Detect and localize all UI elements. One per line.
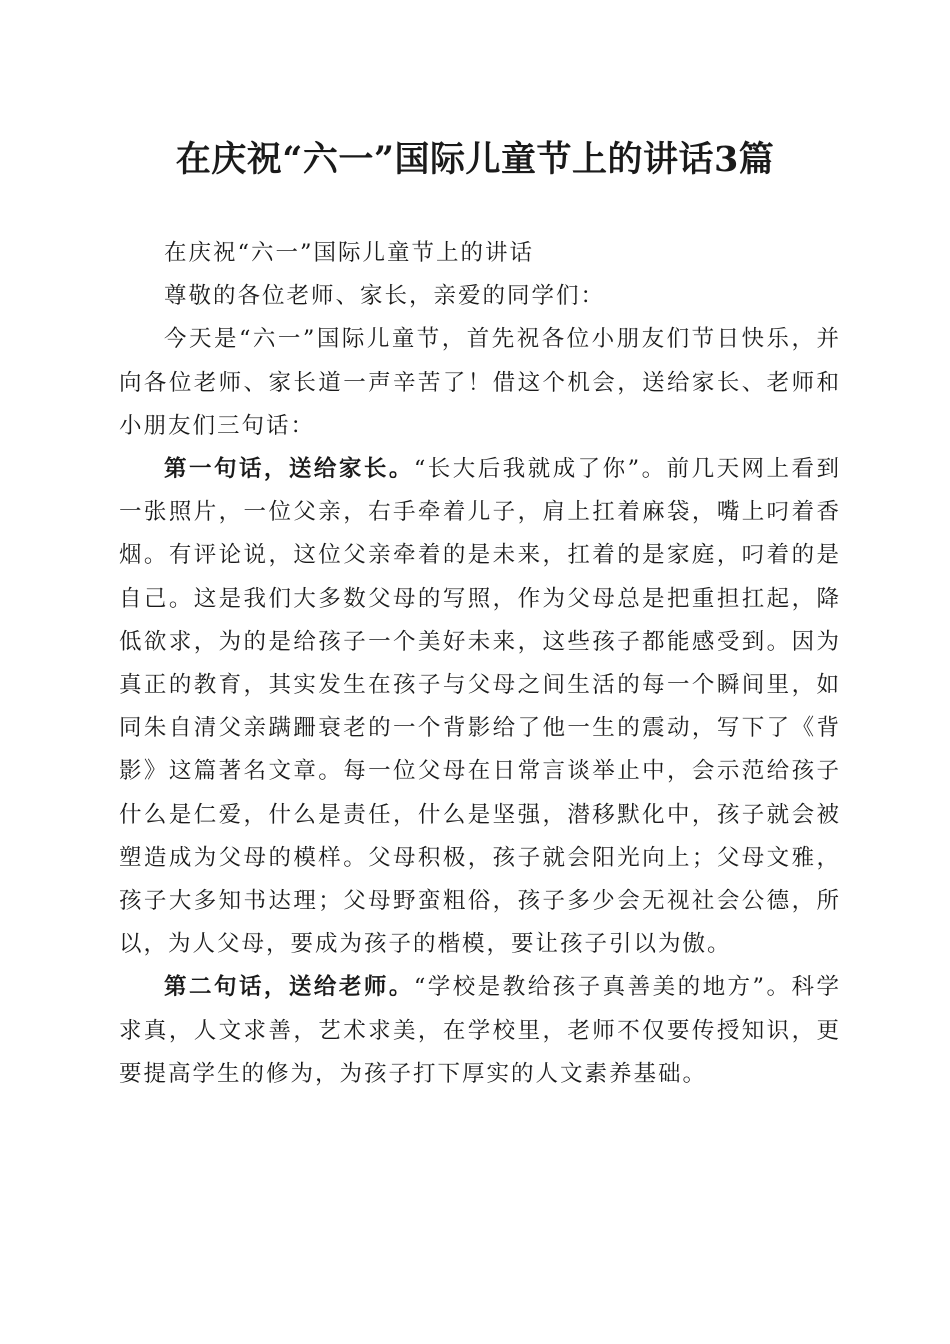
document-body (119, 232, 841, 1096)
section-1-paragraph (119, 448, 841, 966)
speech-subtitle: 在庆祝“六一”国际儿童节上的讲话 (164, 240, 535, 266)
section-2-paragraph (119, 966, 841, 1096)
document-title: 在庆祝“六一”国际儿童节上的讲话3篇 (175, 139, 775, 180)
intro-paragraph: 今天是“六一”国际儿童节，首先祝各位小朋友们节日快乐，并向各位老师、家长道一声辛苦了！借这个机会，送给家长、老师和小朋友们三句话： (119, 326, 841, 439)
section-2-text: “学校是教给孩子真善美的地方”。科学求真，人文求善，艺术求美，在学校里，老师不仅要传授知识，更要提高学生的修为，为孩子打下厚实的人文素养基础。 (119, 974, 841, 1087)
salutation: 尊敬的各位老师、家长，亲爱的同学们： (164, 283, 606, 310)
section-1-lead: 第一句话，送给家长。 (164, 456, 414, 483)
section-2-lead: 第二句话，送给老师。 (164, 974, 414, 1001)
section-1-text: “长大后我就成了你”。前几天网上看到一张照片，一位父亲，右手牵着儿子，肩上扛着麻袋，嘴上叼着香烟。有评论说，这位父亲牵着的是未来，扛着的是家庭，叼着的是自己。这是我们大多数父母的写照，作为父母总是把重担扛起，降低欲求，为的是给孩子一个美好未来，这些孩子都能感受到。因为真正的教育，其实发生在孩子与父母之间生活的每一个瞬间里，如同朱自清父亲蹒跚衰老的一个背影给了他一生的震动，写下了《背影》这篇著名文章。每一位父母在日常言谈举止中，会示范给孩子什么是仁爱，什么是责任，什么是坚强，潜移默化中，孩子就会被塑造成为父母的模样。父母积极，孩子就会阳光向上；父母文雅，孩子大多知书达理；父母野蛮粗俗，孩子多少会无视社会公德，所以，为人父母，要成为孩子的楷模，要让孩子引以为傲。 (119, 456, 841, 958)
